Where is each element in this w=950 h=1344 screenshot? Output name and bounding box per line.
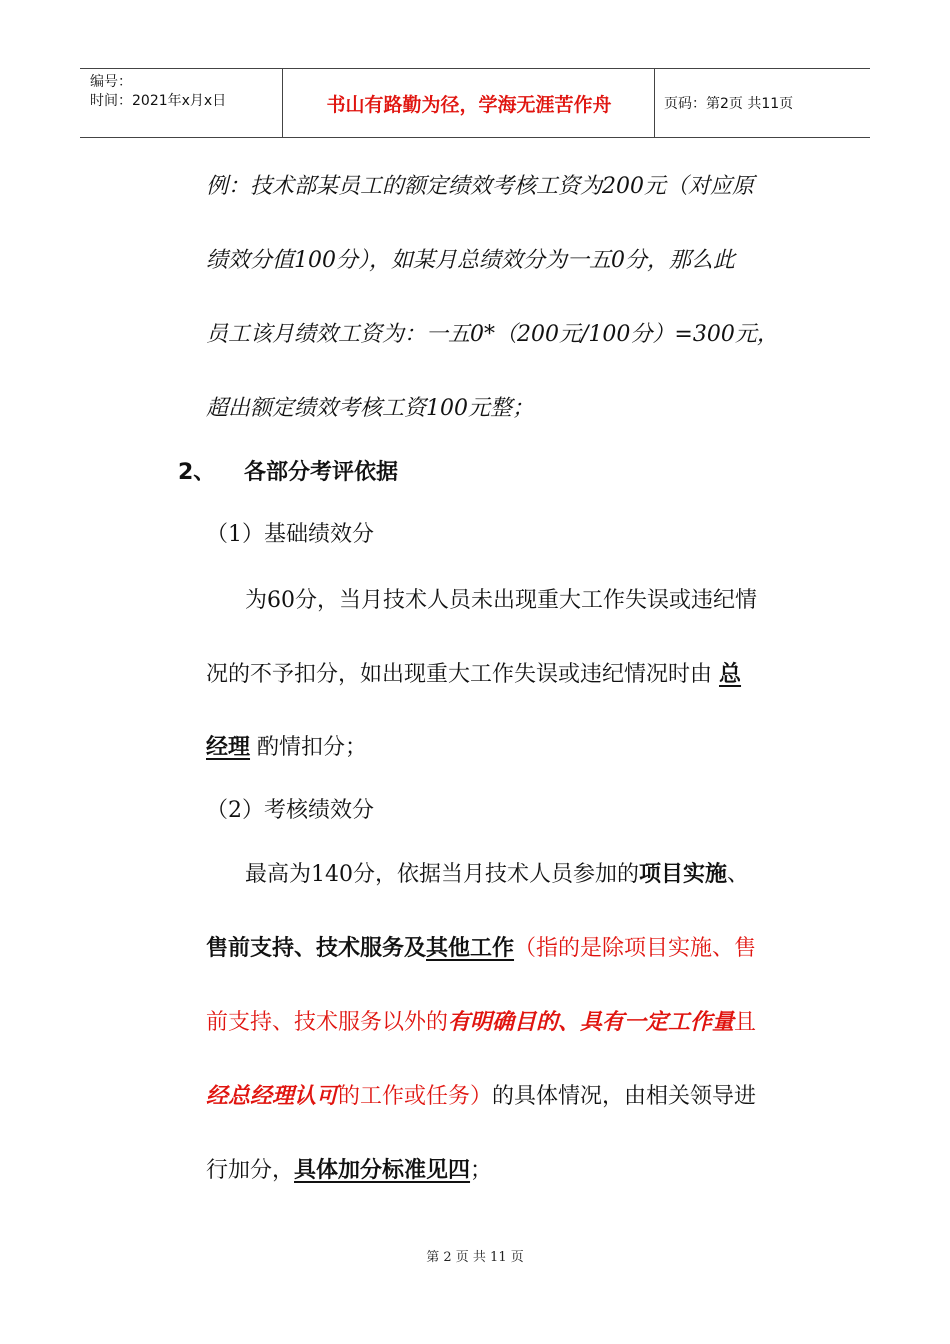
sub2-line-3 <box>206 1008 756 1038</box>
section-number: 2、 <box>178 460 216 485</box>
sub2-line-3-red-end: 且 <box>734 1010 757 1035</box>
sub1-line-3-bold: 经理 <box>206 735 251 760</box>
example-line-2: 绩效分值100分），如某月总绩效分为一五0分，那么此 <box>206 248 735 273</box>
sub2-line-1-bold: 项目实施 <box>639 862 728 887</box>
sub1-line-2-text: 况的不予扣分，如出现重大工作失误或违纪情况时由 <box>206 662 713 687</box>
sub2-line-1-text: 最高为140分，依据当月技术人员参加的 <box>245 862 639 887</box>
sub2-line-3-red: 前支持、技术服务以外的 <box>206 1010 449 1035</box>
sub2-line-5-end: ； <box>470 1158 493 1183</box>
example-line-3: 员工该月绩效工资为：一五0*（200元/100分）=300元， <box>206 322 779 347</box>
sub1-line-2 <box>206 660 741 690</box>
sub1-line-2-bold: 总 <box>719 662 742 687</box>
sub2-line-2-bold-underline: 其他工作 <box>426 936 515 961</box>
page-footer: 第 2 页 共 11 页 <box>426 1250 524 1265</box>
sub2-line-1 <box>245 860 749 890</box>
sub2-line-5 <box>206 1156 492 1186</box>
sub2-line-3-red-bold: 有明确目的、具有一定工作量 <box>448 1010 735 1035</box>
sub2-line-5-bold-underline: 具体加分标准见四 <box>294 1158 471 1183</box>
sub1-line-1: 为60分，当月技术人员未出现重大工作失误或违纪情 <box>245 588 757 613</box>
header-divider <box>282 69 283 137</box>
sub1-line-3 <box>206 733 367 763</box>
header-meta <box>90 73 226 111</box>
sub2-line-5-text: 行加分， <box>206 1158 295 1183</box>
sub2-title: （2）考核绩效分 <box>206 798 374 823</box>
header-motto: 书山有路勤为径，学海无涯苦作舟 <box>326 93 612 116</box>
sub2-line-2-red: （指的是除项目实施、售 <box>514 936 757 961</box>
sub2-line-1-end: 、 <box>727 862 750 887</box>
example-line-4: 超出额定绩效考核工资100元整； <box>206 396 534 421</box>
sub1-line-3-text: 酌情扣分； <box>257 735 368 760</box>
header-date: 时间：2021年x月x日 <box>90 93 227 109</box>
header-page-info: 页码：第2页 共11页 <box>664 96 794 112</box>
sub2-line-4 <box>206 1082 756 1112</box>
sub1-title: （1）基础绩效分 <box>206 522 374 547</box>
sub2-line-4-red: 的工作或任务） <box>338 1084 493 1109</box>
sub2-line-2-bold: 售前支持、技术服务及 <box>206 936 427 961</box>
section-title: 各部分考评依据 <box>244 460 399 485</box>
page-header <box>80 68 870 138</box>
sub2-line-4-text: 的具体情况，由相关领导进 <box>492 1084 757 1109</box>
sub2-line-2 <box>206 934 756 964</box>
example-line-1: 例：技术部某员工的额定绩效考核工资为200元（对应原 <box>206 174 754 199</box>
header-serial: 编号： <box>90 74 132 90</box>
header-divider <box>654 69 655 137</box>
sub2-line-4-red-bold: 经总经理认可 <box>206 1084 339 1109</box>
